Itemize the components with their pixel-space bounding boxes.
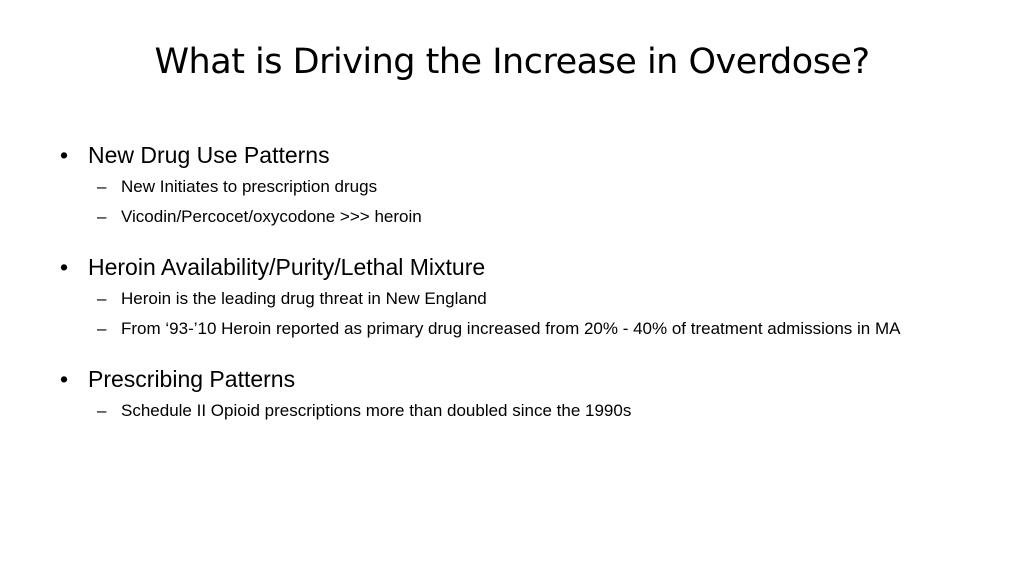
section-new-drug-use-patterns — [60, 140, 990, 230]
bullet-item — [60, 140, 990, 170]
sub-bullet-item — [60, 398, 990, 424]
sub-bullet-text: Heroin is the leading drug threat in New England — [121, 289, 487, 308]
sub-bullet-text: New Initiates to prescription drugs — [121, 177, 378, 196]
sub-bullet-text: Vicodin/Percocet/oxycodone >>> heroin — [121, 207, 422, 226]
section-heading: New Drug Use Patterns — [88, 142, 330, 168]
dash-icon: – — [97, 289, 107, 308]
bullet-item — [60, 252, 990, 282]
dash-icon: – — [97, 207, 107, 226]
section-heading: Heroin Availability/Purity/Lethal Mixture — [88, 254, 486, 280]
slide-content — [60, 140, 990, 446]
bullet-icon: • — [60, 142, 69, 168]
section-heading: Prescribing Patterns — [88, 366, 296, 392]
sub-bullet-item — [60, 174, 990, 200]
section-prescribing-patterns — [60, 364, 990, 424]
dash-icon: – — [97, 177, 107, 196]
bullet-item — [60, 364, 990, 394]
sub-bullet-item — [60, 286, 990, 312]
dash-icon: – — [97, 401, 107, 420]
sub-bullet-item — [60, 316, 990, 342]
slide-title: What is Driving the Increase in Overdose? — [154, 42, 870, 82]
bullet-icon: • — [60, 254, 69, 280]
sub-bullet-text: Schedule II Opioid prescriptions more than doubled since the 1990s — [121, 401, 632, 420]
sub-bullet-item — [60, 204, 990, 230]
section-heroin-availability — [60, 252, 990, 342]
sub-bullet-text: From ‘93-’10 Heroin reported as primary drug increased from 20% - 40% of treatment admissions in MA — [121, 319, 901, 338]
dash-icon: – — [97, 319, 107, 338]
bullet-icon: • — [60, 366, 69, 392]
